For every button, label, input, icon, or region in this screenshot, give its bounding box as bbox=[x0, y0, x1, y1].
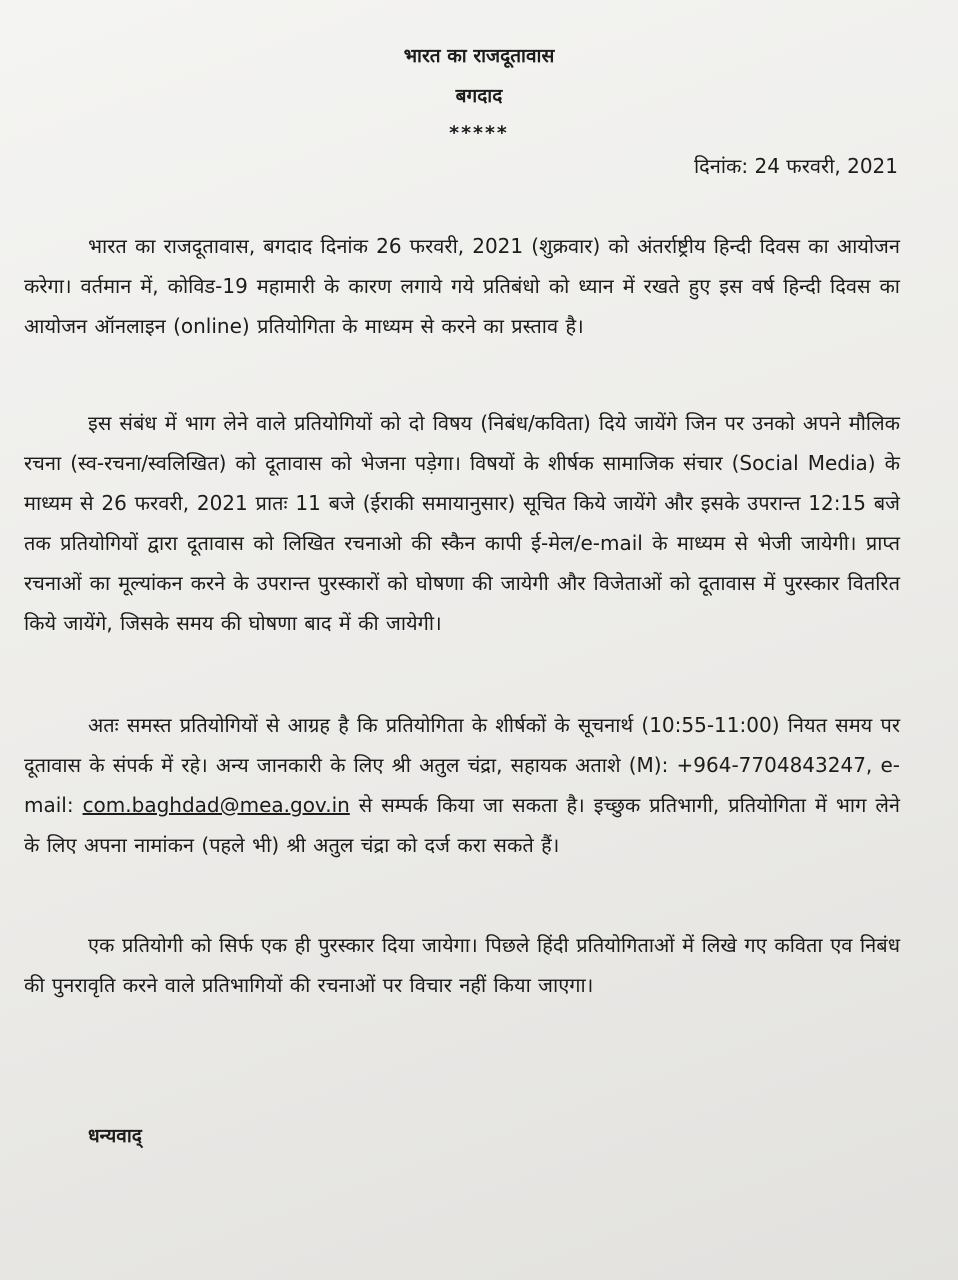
paragraph-2: इस संबंध में भाग लेने वाले प्रतियोगियों को दो विषय (निबंध/कविता) दिये जायेंगे जिन पर उनको अपने मौलिक रचना (स्व-रचना/स्वलिखित) को दूतावास को भेजना पड़ेगा। विषयों के शीर्षक सामाजिक संचार (Social Media) के माध्यम से 26 फरवरी, 2021 प्रातः 11 बजे (ईराकी समायानुसार) सूचित किये जायेंगे और इसके उपरान्त 12:15 बजे तक प्रतियोगियों द्वारा दूतावास को लिखित रचनाओ की स्कैन कापी ई-मेल/e-mail के माध्यम से भेजी जायेगी। प्राप्त रचनाओं का मूल्यांकन करने के उपरान्त पुरस्कारों को घोषणा की जायेगी और विजेताओं को दूतावास में पुरस्कार वितरित किये जायेंगे, जिसके समय की घोषणा बाद में की जायेगी। bbox=[24, 411, 900, 635]
closing-thanks: धन्यवाद् bbox=[88, 1125, 142, 1147]
paragraph-4: एक प्रतियोगी को सिर्फ एक ही पुरस्कार दिया जायेगा। पिछले हिंदी प्रतियोगिताओं में लिखे गए कविता एव निबंध की पुनरावृति करने वाले प्रतिभागियों की रचनाओं पर विचार नहीं किया जाएगा। bbox=[24, 933, 900, 997]
embassy-heading: भारत का राजदूतावास bbox=[403, 45, 555, 67]
paragraph-3-text-after: से सम्पर्क किया जा सकता है। इच्छुक प्रतिभागी, प्रतियोगिता में भाग लेने के लिए अपना नामांकन (पहले भी) श्री अतुल चंद्रा को दर्ज करा सकते हैं। bbox=[24, 793, 900, 857]
separator-stars: ***** bbox=[449, 122, 509, 144]
letter-date: दिनांक: 24 फरवरी, 2021 bbox=[693, 154, 898, 178]
city-heading: बगदाद bbox=[455, 85, 503, 107]
paragraph-1: भारत का राजदूतावास, बगदाद दिनांक 26 फरवरी, 2021 (शुक्रवार) को अंतर्राष्ट्रीय हिन्दी दिवस का आयोजन करेगा। वर्तमान में, कोविड-19 महामारी के कारण लगाये गये प्रतिबंधो को ध्यान में रखते हुए इस वर्ष हिन्दी दिवस का आयोजन ऑनलाइन (online) प्रतियोगिता के माध्यम से करने का प्रस्ताव है। bbox=[24, 234, 900, 338]
contact-email-link[interactable]: com.baghdad@mea.gov.in bbox=[82, 793, 350, 817]
paragraph-3 bbox=[24, 705, 900, 865]
paragraph-3-text-before: अतः समस्त प्रतियोगियों से आग्रह है कि प्रतियोगिता के शीर्षकों के सूचनार्थ (10:55-11:00) नियत समय पर दूतावास के संपर्क में रहे। अन्य जानकारी के लिए श्री अतुल चंद्रा, सहायक अताशे (M): +964-7704843247, e-mail: bbox=[24, 713, 900, 817]
